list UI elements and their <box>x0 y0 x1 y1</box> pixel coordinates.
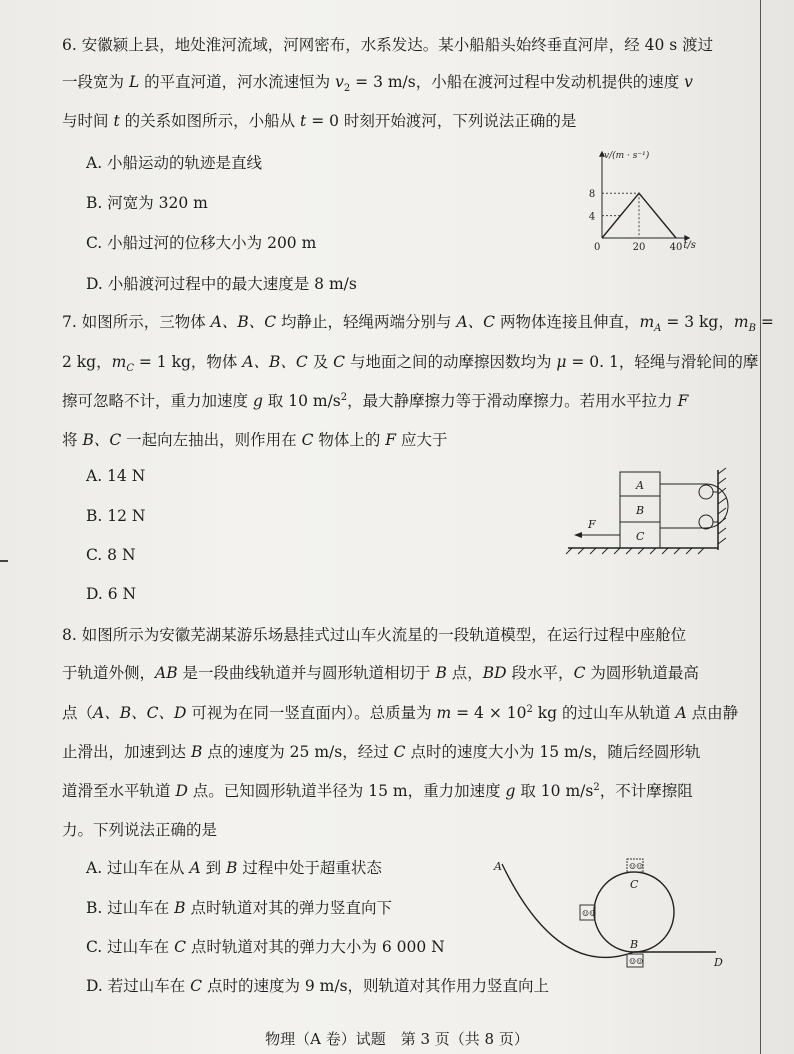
pulley-top <box>699 485 713 499</box>
ground <box>566 548 718 554</box>
q8-track-diagram <box>488 850 738 975</box>
label-f: F <box>588 518 596 531</box>
q7-line-3: 擦可忽略不计，重力加速度 g 取 10 $m/s^2$，最大静摩擦力等于滑动摩擦力。若用水平拉力 F <box>62 391 689 410</box>
q8-option-b[interactable]: B. 过山车在 B 点时轨道对其的弹力竖直向下 <box>86 899 392 917</box>
y-tick-label: 8 <box>588 189 596 201</box>
q7-line-4: 将 B、C 一起向左抽出，则作用在 C 物体上的 F 应大于 <box>62 431 448 449</box>
q7-option-b[interactable]: B. 12 N <box>86 507 146 525</box>
series-line <box>602 193 676 238</box>
cart-icon: ☺☺ <box>629 957 644 966</box>
q7-line-2: 2 kg，$m_C = 1$ kg，物体 A、B、C 及 C 与地面之间的动摩擦因数均为 μ = 0. 1，轻绳与滑轮间的摩 <box>62 353 759 375</box>
q6-line-3: 与时间 t 的关系如图所示，小船从 t = 0 时刻开始渡河，下列说法正确的是 <box>62 112 577 130</box>
q7-blocks-diagram <box>560 462 740 562</box>
y-tick-label: 4 <box>588 211 596 223</box>
rope-loop <box>706 484 728 528</box>
q6-line-2: 一段宽为 L 的平直河道，河水流速恒为 $v_2 = 3$ m/s，小船在渡河过程中发动机提供的速度 v <box>62 73 693 95</box>
q6-line-1: 6. 安徽颍上县，地处淮河流域，河网密布，水系发达。某小船船头始终垂直河岸，经 40 s 渡过 <box>62 36 714 54</box>
q6-option-c[interactable]: C. 小船过河的位移大小为 200 m <box>86 234 317 252</box>
binding-tick <box>0 560 8 562</box>
q8-line-1: 8. 如图所示为安徽芜湖某游乐场悬挂式过山车火流星的一段轨道模型，在运行过程中座舱位 <box>62 626 687 644</box>
x-tick-label: 40 <box>669 242 683 253</box>
cart-icon: ☺☺ <box>582 909 597 918</box>
q8-line-6: 力。下列说法正确的是 <box>62 821 218 839</box>
q7-option-c[interactable]: C. 8 N <box>86 546 136 564</box>
label-a: A <box>494 860 502 873</box>
label-d: D <box>714 956 723 969</box>
pulley-bottom <box>699 515 713 529</box>
label-c: C <box>636 530 645 543</box>
q7-option-d[interactable]: D. 6 N <box>86 585 137 603</box>
q6-vt-chart <box>0 0 794 300</box>
q8-line-5: 道滑至水平轨道 D 点。已知圆形轨道半径为 15 m，重力加速度 g 取 10 $m/s^2$，不计摩擦阻 <box>62 781 693 800</box>
cart-icon: ☺☺ <box>629 862 644 871</box>
q8-option-c[interactable]: C. 过山车在 C 点时轨道对其的弹力大小为 6 000 N <box>86 938 445 956</box>
q8-option-a[interactable]: A. 过山车在从 A 到 B 过程中处于超重状态 <box>86 859 382 877</box>
label-c: C <box>630 878 639 891</box>
q8-option-d[interactable]: D. 若过山车在 C 点时的速度为 9 m/s，则轨道对其作用力竖直向上 <box>86 977 550 995</box>
q6-option-b[interactable]: B. 河宽为 320 m <box>86 194 208 212</box>
q8-line-3: 点（A、B、C、D 可视为在同一竖直面内）。总质量为 $m = 4 \times 10^2$ kg 的过山车从轨道 A 点由静 <box>62 703 739 722</box>
x-axis-label: t/s <box>683 240 696 251</box>
label-b: B <box>630 938 639 951</box>
y-axis-label: v/(m · s⁻¹) <box>604 150 650 161</box>
x-tick-label: 20 <box>632 242 646 253</box>
origin-label: 0 <box>594 242 601 253</box>
q7-line-1: 7. 如图所示，三物体 A、B、C 均静止，轻绳两端分别与 A、C 两物体连接且伸直，$m_A = 3$ kg，$m_B$ = <box>62 313 774 335</box>
q6-option-a[interactable]: A. 小船运动的轨迹是直线 <box>86 154 263 172</box>
label-b: B <box>636 504 645 517</box>
wall <box>718 468 726 550</box>
label-a: A <box>636 479 644 492</box>
q8-line-2: 于轨道外侧，AB 是一段曲线轨道并与圆形轨道相切于 B 点，BD 段水平，C 为圆形轨道最高 <box>62 664 699 682</box>
q8-line-4: 止滑出，加速到达 B 点的速度为 25 m/s，经过 C 点时的速度大小为 15 m/s，随后经圆形轨 <box>62 743 701 761</box>
page-footer: 物理（A 卷）试题 第 3 页（共 8 页） <box>265 1030 529 1048</box>
q6-option-d[interactable]: D. 小船渡河过程中的最大速度是 8 m/s <box>86 275 357 293</box>
q7-option-a[interactable]: A. 14 N <box>86 467 146 485</box>
